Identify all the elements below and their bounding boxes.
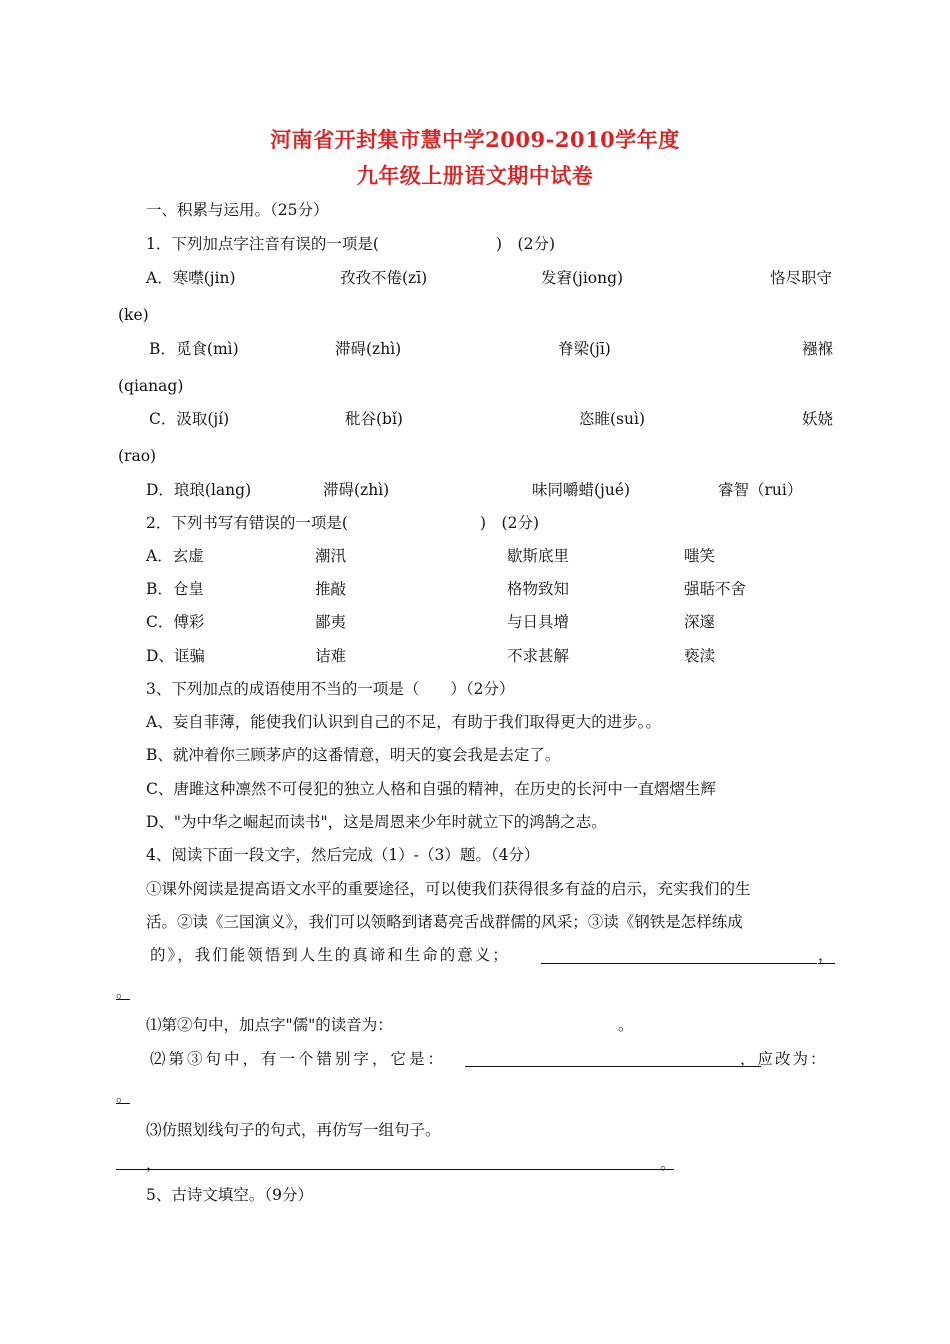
q4-sub1-end: 。 xyxy=(618,1016,634,1034)
q1-option-b-2: 滞碍(zhì) xyxy=(335,340,402,358)
q4-stem: 4、阅读下面一段文字，然后完成（1）-（3）题。（4分） xyxy=(146,846,540,864)
q1-option-a-4: 恪尽职守 xyxy=(770,269,833,287)
q1-option-a-2: 孜孜不倦(zī) xyxy=(340,269,428,287)
q2-option-a-1: A．玄虚 xyxy=(146,547,204,565)
q2-option-a-2: 潮汛 xyxy=(315,547,347,565)
q4-passage-line1: ①课外阅读是提高语文水平的重要途径，可以使我们获得很多有益的启示，充实我们的生 xyxy=(146,880,751,898)
q2-option-c-2: 鄙夷 xyxy=(315,613,347,631)
q2-option-b-1: B．仓皇 xyxy=(146,580,204,598)
q4-answer-blank-3[interactable] xyxy=(116,1103,130,1104)
q3-stem: 3、下列加点的成语使用不当的一项是（ ）（2分） xyxy=(146,680,515,698)
q4-answer-blank-1[interactable] xyxy=(541,963,817,964)
exam-title-line2: 九年级上册语文期中试卷 xyxy=(356,163,594,188)
q4-answer-blank-2[interactable] xyxy=(465,1066,761,1067)
q2-option-b-2: 推敲 xyxy=(315,580,347,598)
q4-sub3-comma: ， xyxy=(146,1155,162,1173)
q3-option-b: B、就冲着你三顾茅庐的这番情意，明天的宴会我是去定了。 xyxy=(146,746,561,764)
q4-passage-line2: 活。②读《三国演义》，我们可以领略到诸葛亮舌战群儒的风采；③读《钢铁是怎样练成 xyxy=(146,913,743,931)
q1-option-c-3: 恣睢(suì) xyxy=(579,410,645,428)
q1-option-c-wrap: (rao) xyxy=(118,447,157,465)
q2-option-d-4: 亵渎 xyxy=(684,647,716,665)
q1-stem-end: ) (2分) xyxy=(496,235,556,253)
q4-answer-blank-1c[interactable] xyxy=(116,999,130,1000)
q1-option-d-4: 睿智（rui） xyxy=(718,481,803,499)
q4-sub2-mid: ，应改为： xyxy=(740,1050,828,1068)
q3-option-c: C、唐雎这种凛然不可侵犯的独立人格和自强的精神，在历史的长河中一直熠熠生辉 xyxy=(146,780,716,798)
q2-option-d-3: 不求甚解 xyxy=(507,647,570,665)
q1-option-b-1: B．觅食(mì) xyxy=(149,340,239,358)
q2-option-b-4: 强聒不舍 xyxy=(684,580,747,598)
q1-option-c-4: 妖娆 xyxy=(802,410,834,428)
q1-option-d-1: D．琅琅(lang) xyxy=(146,481,252,499)
q2-option-c-4: 深邃 xyxy=(684,613,716,631)
q1-option-c-2: 秕谷(bǐ) xyxy=(345,410,403,428)
q2-option-c-3: 与日具增 xyxy=(507,613,570,631)
section1-heading: 一、积累与运用。（25分） xyxy=(146,201,329,219)
q4-passage-comma: ， xyxy=(818,946,834,964)
q2-option-a-4: 嗤笑 xyxy=(684,547,716,565)
q4-passage-period: 。 xyxy=(116,983,132,1001)
q4-answer-blank-4[interactable] xyxy=(116,1169,674,1170)
q1-option-c-1: C．汲取(jí) xyxy=(149,410,230,428)
q2-stem-end: ) (2分) xyxy=(480,514,540,532)
q4-sub2-end: 。 xyxy=(116,1087,132,1105)
q4-sub3-end: 。 xyxy=(660,1155,676,1173)
q1-option-d-2: 滞碍(zhì) xyxy=(323,481,390,499)
q4-sub3: ⑶仿照划线句子的句式，再仿写一组句子。 xyxy=(146,1121,441,1139)
q4-sub1: ⑴第②句中，加点字"儒"的读音为： xyxy=(146,1016,393,1034)
exam-title-line1: 河南省开封集市慧中学2009-2010学年度 xyxy=(270,127,680,152)
q1-option-a-wrap: (ke) xyxy=(118,306,149,324)
q3-option-d: D、"为中华之崛起而读书"，这是周恩来少年时就立下的鸿鹄之志。 xyxy=(146,813,607,831)
q5-stem: 5、古诗文填空。（9分） xyxy=(146,1186,313,1204)
q1-option-a-3: 发窘(jiong) xyxy=(541,269,624,287)
q4-answer-blank-1b[interactable] xyxy=(818,963,835,964)
q4-passage-line3: 的》，我们能领悟到人生的真谛和生命的意义； xyxy=(150,946,510,964)
q2-option-a-3: 歇斯底里 xyxy=(507,547,570,565)
q2-option-d-2: 诘难 xyxy=(315,647,347,665)
q2-option-b-3: 格物致知 xyxy=(507,580,570,598)
q2-stem: 2．下列书写有错误的一项是( xyxy=(146,514,348,532)
q1-stem: 1．下列加点字注音有误的一项是( xyxy=(146,235,379,253)
q1-option-d-3: 味同嚼蜡(jué) xyxy=(532,481,631,499)
q1-option-b-3: 脊梁(jī) xyxy=(558,340,611,358)
q1-option-b-4: 襁褓 xyxy=(802,340,834,358)
q1-option-a-1: A．寒噤(jin) xyxy=(146,269,236,287)
q1-option-b-wrap: (qianag) xyxy=(118,377,184,395)
q3-option-a: A、妄自菲薄，能使我们认识到自己的不足，有助于我们取得更大的进步。。 xyxy=(146,713,661,731)
q2-option-c-1: C．傅彩 xyxy=(146,613,205,631)
q4-sub2: ⑵第③句中，有一个错别字，它是： xyxy=(150,1050,447,1068)
q2-option-d-1: D、诓骗 xyxy=(146,647,205,665)
